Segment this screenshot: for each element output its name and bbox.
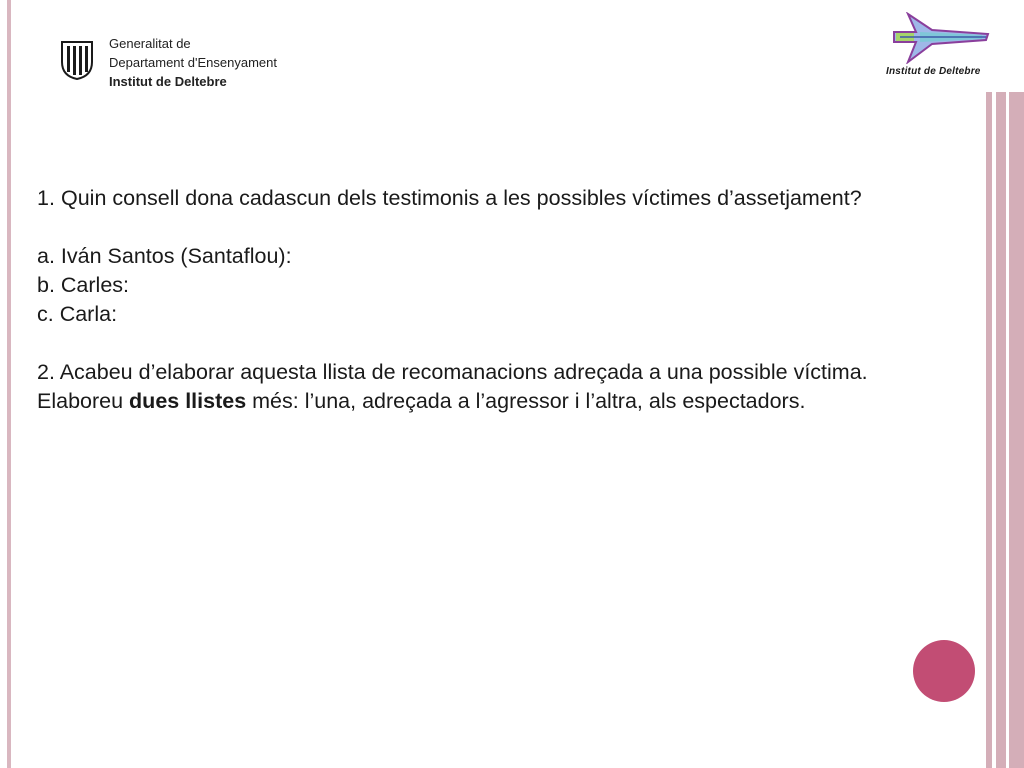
spacer <box>37 213 954 242</box>
spacer <box>37 329 954 358</box>
header-text <box>109 34 277 91</box>
question-2-instruction-prefix: Elaboreu <box>37 389 130 413</box>
header-line-generalitat: Generalitat de <box>109 36 191 51</box>
school-logo-name: Institut de Deltebre <box>886 66 981 77</box>
right-border-stripes <box>982 0 1024 768</box>
question-1 <box>37 184 954 213</box>
answer-b: b. Carles: <box>37 273 130 297</box>
answer-a: a. Iván Santos (Santaflou): <box>37 244 292 268</box>
question-2-instruction-bold: dues llistes <box>129 389 247 413</box>
header-line-departament: Departament d'Ensenyament <box>109 55 277 70</box>
answer-c: c. Carla: <box>37 302 118 326</box>
slide-content <box>37 184 954 416</box>
generalitat-seal-icon <box>60 40 94 80</box>
left-border <box>7 0 11 768</box>
question-1-number: 1. <box>37 186 55 210</box>
decorative-circle <box>913 640 975 702</box>
jet-plane-icon <box>890 12 996 64</box>
header-line-institut: Institut de Deltebre <box>109 74 227 89</box>
question-2-instruction-suffix: més: l’una, adreçada a l’agressor i l’altra, als espectadors. <box>246 389 806 413</box>
question-2-instruction <box>37 387 954 416</box>
question-1-text: Quin consell dona cadascun dels testimonis a les possibles víctimes d’assetjament? <box>61 186 862 210</box>
school-logo <box>884 12 1012 86</box>
question-2-text: 2. Acabeu d’elaborar aquesta llista de recomanacions adreçada a una possible víctima. <box>37 360 868 384</box>
